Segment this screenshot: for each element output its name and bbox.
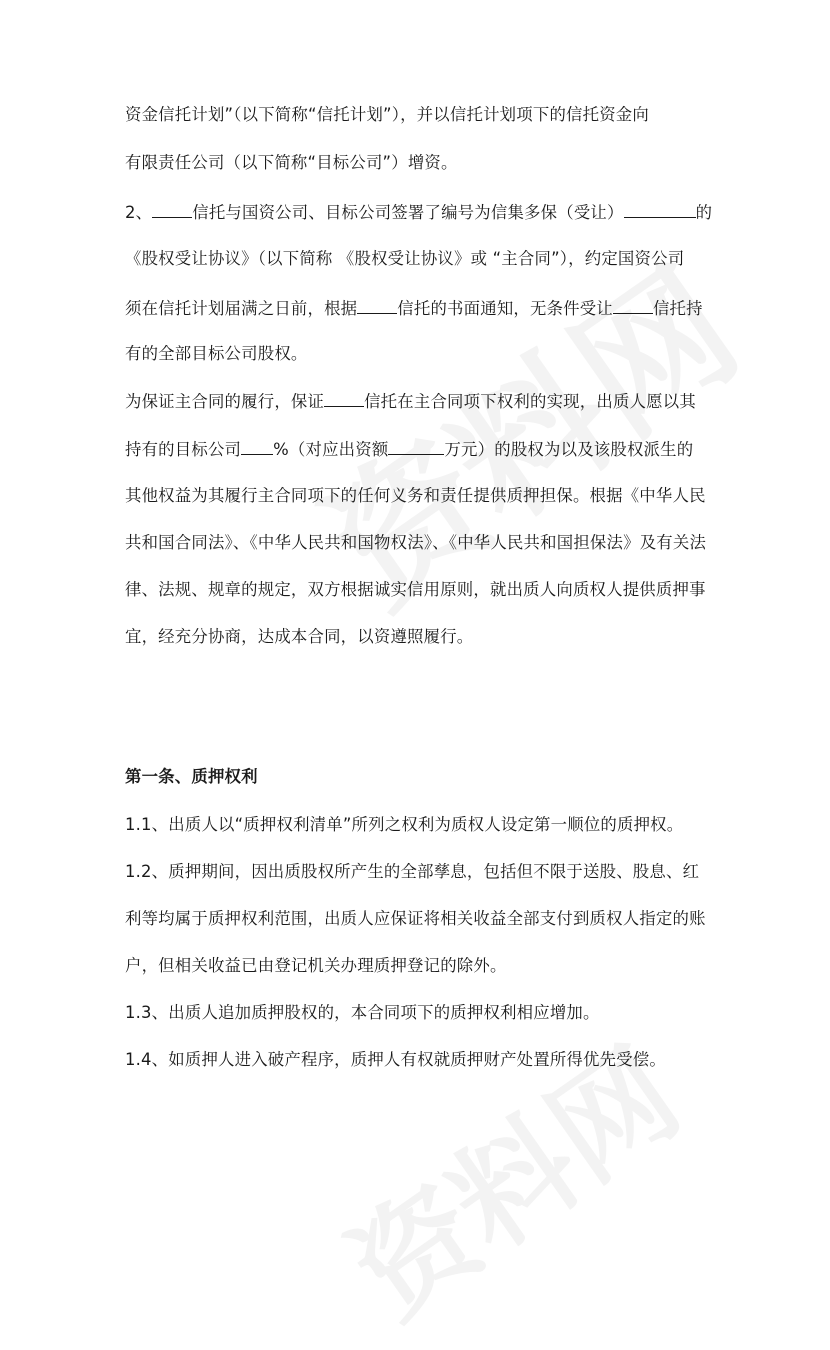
clause-1-2-line: 1.2、质押期间，因出质股权所产生的全部孳息，包括但不限于送股、股息、红 xyxy=(125,862,700,881)
fill-blank[interactable] xyxy=(357,297,397,314)
preamble-line: 共和国合同法》、《中华人民共和国物权法》、《中华人民共和国担保法》及有关法 xyxy=(125,533,707,552)
fill-blank[interactable] xyxy=(388,438,444,455)
preamble-line: 须在信托计划届满之日前，根据 信托的书面通知，无条件受让 信托持 xyxy=(125,299,703,318)
fill-blank[interactable] xyxy=(624,201,696,218)
preamble-line: 宜，经充分协商，达成本合同，以资遵照履行。 xyxy=(125,627,474,646)
preamble-line: 《股权受让协议》（以下简称 《股权受让协议》或 “主合同”），约定国资公司 xyxy=(125,249,685,268)
clause-1-2-line: 利等均属于质押权利范围，出质人应保证将相关收益全部支付到质权人指定的账 xyxy=(125,909,706,928)
fill-blank[interactable] xyxy=(613,297,653,314)
clause-1-1: 1.1、出质人以“质押权利清单”所列之权利为质权人设定第一顺位的质押权。 xyxy=(125,815,684,834)
clause-1-4: 1.4、如质押人进入破产程序，质押人有权就质押财产处置所得优先受偿。 xyxy=(125,1050,666,1069)
clause-1-3: 1.3、出质人追加质押股权的，本合同项下的质押权利相应增加。 xyxy=(125,1003,600,1022)
preamble-line: 为保证主合同的履行，保证 信托在主合同项下权利的实现，出质人愿以其 xyxy=(125,392,696,411)
preamble-line: 有限责任公司（以下简称“目标公司”）增资。 xyxy=(125,153,458,172)
fill-blank[interactable] xyxy=(241,438,273,455)
article-heading: 第一条、质押权利 xyxy=(125,767,258,786)
fill-blank[interactable] xyxy=(152,201,192,218)
preamble-line: 资金信托计划”（以下简称“信托计划”），并以信托计划项下的信托资金向 xyxy=(125,105,649,124)
preamble-line: 其他权益为其履行主合同项下的任何义务和责任提供质押担保。根据《中华人民 xyxy=(125,486,706,505)
preamble-line: 律、法规、规章的规定，双方根据诚实信用原则，就出质人向质权人提供质押事 xyxy=(125,580,706,599)
clause-1-2-line: 户，但相关收益已由登记机关办理质押登记的除外。 xyxy=(125,956,507,975)
preamble-item-2: 2、 信托与国资公司、目标公司签署了编号为信集多保（受让） 的 xyxy=(125,203,713,222)
fill-blank[interactable] xyxy=(324,390,364,407)
preamble-line: 有的全部目标公司股权。 xyxy=(125,344,308,363)
preamble-line: 持有的目标公司 %（对应出资额 万元）的股权为以及该股权派生的 xyxy=(125,440,694,459)
